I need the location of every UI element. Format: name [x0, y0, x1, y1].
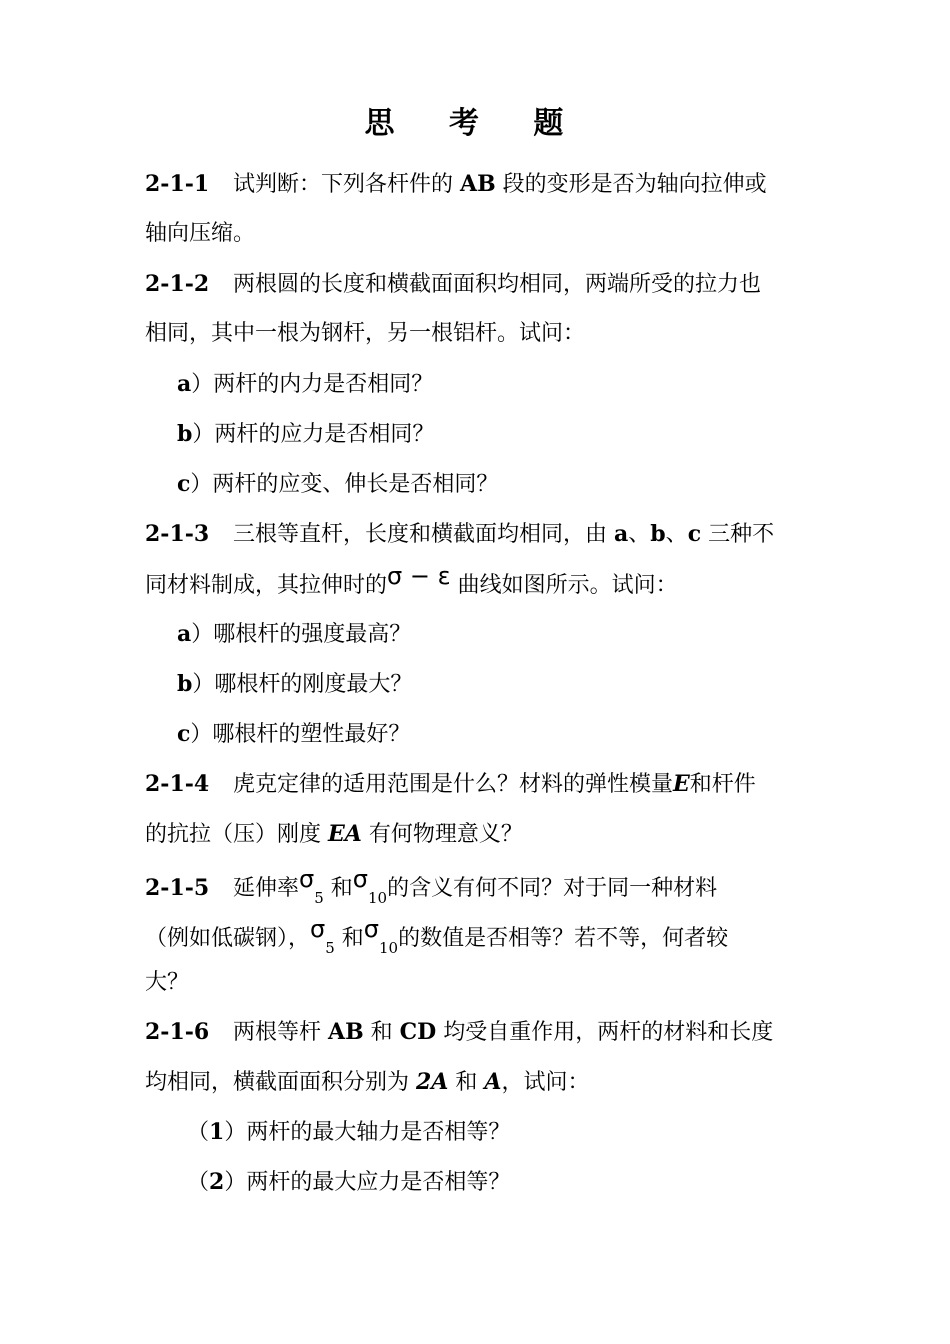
question-text: 均相同，横截面面积分别为 — [145, 1070, 416, 1095]
question-text: 两根圆的长度和横截面面积均相同，两端所受的拉力也 — [233, 272, 762, 297]
page-title: 思 考 题 — [364, 106, 586, 141]
item-label: b — [177, 421, 193, 447]
subscript-5: 5 — [325, 939, 335, 957]
bar-label: AB — [328, 1019, 364, 1045]
question-2-1-1-line-1 — [145, 167, 810, 202]
question-text: （例如低碳钢）， — [145, 926, 311, 951]
question-2-1-5-line-2 — [145, 915, 810, 957]
question-text: 曲线如图所示。试问： — [450, 573, 678, 598]
question-2-1-5-line-3: 大？ — [145, 970, 190, 995]
question-text: 同材料制成，其拉伸时的 — [145, 573, 388, 598]
item-text: ）两杆的应力是否相同？ — [192, 422, 435, 447]
question-2-1-3-line-2 — [145, 562, 810, 603]
item-label: b — [177, 671, 193, 697]
question-2-1-4-line-2 — [145, 817, 810, 852]
item-text: ）哪根杆的强度最高？ — [191, 622, 412, 647]
item-text: ）两杆的最大应力是否相等？ — [224, 1170, 511, 1195]
question-number: 2-1-6 — [145, 1019, 210, 1045]
question-text: 、 — [665, 522, 688, 547]
item-text: ）两杆的应变、伸长是否相同？ — [190, 472, 499, 497]
sigma-symbol: σ — [352, 865, 369, 893]
item-text: ）哪根杆的塑性最好？ — [190, 722, 411, 747]
question-number: 2-1-5 — [145, 875, 210, 901]
modulus-symbol: E — [673, 771, 690, 797]
stress-strain-symbol: σ − ε — [387, 562, 451, 590]
question-text: 延伸率 — [233, 876, 300, 901]
item-label: a — [177, 371, 192, 397]
question-text: ，试问： — [501, 1070, 590, 1095]
subscript-10: 10 — [368, 889, 388, 907]
question-2-1-2-item-a — [177, 367, 842, 402]
item-label: 1 — [209, 1119, 225, 1145]
question-text: 和 — [341, 926, 364, 951]
question-text: 和 — [330, 876, 353, 901]
question-text: 的数值是否相等？若不等，何者较 — [398, 926, 729, 951]
question-2-1-1-line-2: 轴向压缩。 — [145, 221, 256, 246]
item-label: 2 — [209, 1169, 225, 1195]
question-number: 2-1-4 — [145, 771, 210, 797]
area-symbol: A — [484, 1069, 502, 1095]
bar-label: CD — [399, 1019, 437, 1045]
question-number: 2-1-1 — [145, 171, 210, 197]
subscript-10: 10 — [379, 939, 399, 957]
question-text: 两根等杆 — [233, 1020, 328, 1045]
question-text: 试判断：下列各杆件的 — [233, 172, 460, 197]
question-text: 虎克定律的适用范围是什么？材料的弹性模量 — [233, 772, 674, 797]
item-label: c — [177, 721, 191, 747]
question-text: 和杆件 — [689, 772, 756, 797]
item-label: a — [177, 621, 192, 647]
question-text: 三根等直杆，长度和横截面均相同，由 — [233, 522, 614, 547]
stiffness-symbol: EA — [328, 821, 362, 847]
question-text: 三种不 — [701, 522, 775, 547]
question-text: 的抗拉（压）刚度 — [145, 822, 328, 847]
material-label: a — [614, 521, 629, 547]
sigma-symbol: σ — [299, 865, 315, 893]
question-text: 和 — [448, 1070, 485, 1095]
question-number: 2-1-3 — [145, 521, 210, 547]
question-2-1-3-line-1 — [145, 517, 810, 552]
question-2-1-6-line-2 — [145, 1065, 810, 1100]
question-2-1-4-line-1 — [145, 767, 810, 802]
question-text: 的含义有何不同？对于同一种材料 — [387, 876, 718, 901]
question-number: 2-1-2 — [145, 271, 210, 297]
item-label: c — [177, 471, 191, 497]
material-label: b — [650, 521, 666, 547]
question-text: 和 — [363, 1020, 400, 1045]
item-text: ）两杆的内力是否相同？ — [191, 372, 434, 397]
item-text: ）哪根杆的刚度最大？ — [192, 672, 413, 697]
question-2-1-6-item-1 — [187, 1115, 852, 1150]
question-text: 有何物理意义？ — [361, 822, 523, 847]
question-2-1-3-item-a — [177, 617, 842, 652]
subscript-5: 5 — [314, 889, 324, 907]
question-2-1-5-line-1 — [145, 865, 810, 907]
segment-label: AB — [460, 171, 496, 197]
question-2-1-2-item-b — [177, 417, 842, 452]
area-symbol: 2A — [416, 1069, 449, 1095]
question-text: 、 — [628, 522, 651, 547]
question-2-1-2-line-1 — [145, 267, 810, 302]
question-2-1-3-item-b — [177, 667, 842, 702]
item-text: ）两杆的最大轴力是否相等？ — [224, 1120, 511, 1145]
question-text: 段的变形是否为轴向拉伸或 — [495, 172, 767, 197]
sigma-symbol: σ — [363, 915, 380, 943]
item-text: （ — [187, 1120, 210, 1145]
question-2-1-6-item-2 — [187, 1165, 852, 1200]
sigma-symbol: σ — [310, 915, 326, 943]
question-2-1-3-item-c — [177, 717, 842, 752]
question-2-1-2-item-c — [177, 467, 842, 502]
material-label: c — [687, 521, 702, 547]
item-text: （ — [187, 1170, 210, 1195]
question-2-1-6-line-1 — [145, 1015, 810, 1050]
question-2-1-2-line-2: 相同，其中一根为钢杆，另一根铝杆。试问： — [145, 321, 586, 346]
question-text: 均受自重作用，两杆的材料和长度 — [436, 1020, 774, 1045]
